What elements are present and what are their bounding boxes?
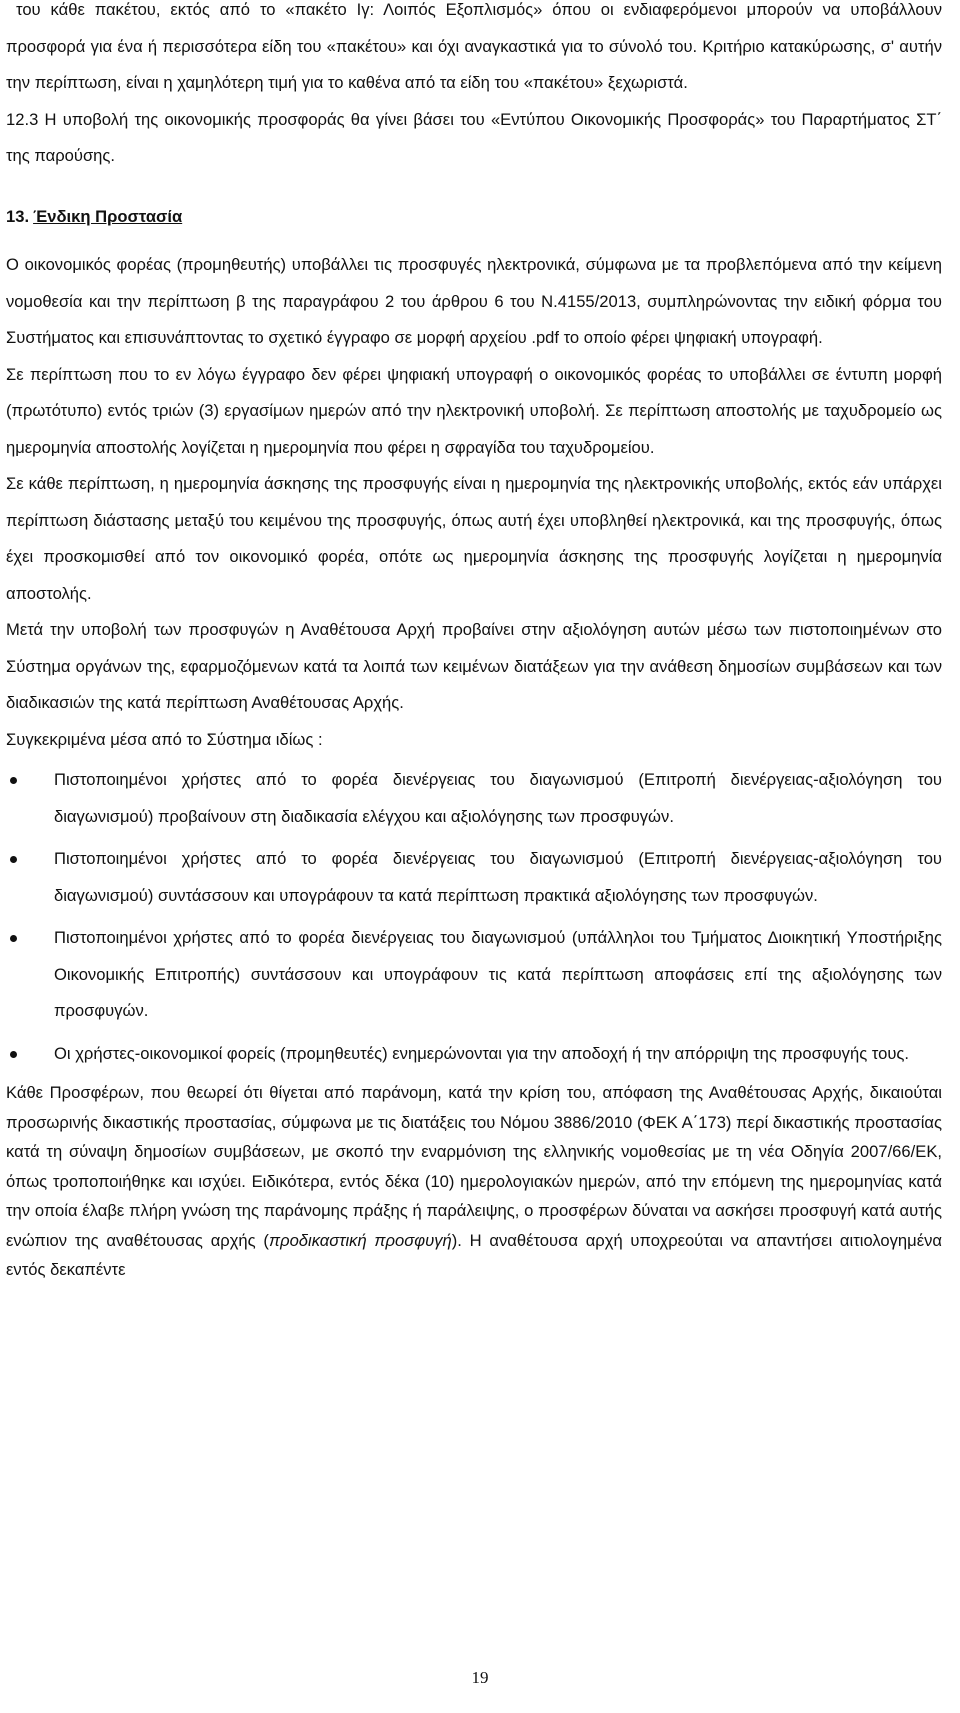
final-text-end: ). Η αναθέτουσα αρχή υποχρεούται να απαντήσει αιτιολογημένα εντός δεκαπέντε — [6, 1230, 943, 1279]
bullet-icon — [10, 856, 17, 863]
list-item — [6, 841, 942, 914]
list-item — [6, 762, 942, 835]
final-text-italic: προδικαστική προσφυγή — [268, 1230, 452, 1250]
section-13-heading — [6, 199, 942, 236]
bullet-list — [6, 762, 942, 1072]
paragraph: Σε κάθε περίπτωση, η ημερομηνία άσκησης της προσφυγής είναι η ημερομηνία της ηλεκτρονικής υποβολής, εκτός εάν υπάρχει περίπτωση διάστασης μεταξύ του κειμένου της προσφυγής, όπως αυτή έχει υποβληθεί ηλεκτρονικά, και της προσφυγής, όπως έχει προσκομισθεί από τον οικονομικό φορέα, οπότε ως ημερομηνία άσκησης της προσφυγής λογίζεται η ημερομηνία αποστολής. — [6, 474, 942, 603]
final-paragraph — [6, 1078, 942, 1285]
paragraph-12-3: 12.3 Η υποβολή της οικονομικής προσφοράς θα γίνει βάσει του «Εντύπου Οικονομικής Προσφοράς» του Παραρτήματος ΣΤ΄ της παρούσης. — [6, 109, 942, 165]
paragraph: Σε περίπτωση που το εν λόγω έγγραφο δεν φέρει ψηφιακή υπογραφή ο οικονομικός φορέας το υποβάλλει σε έντυπη μορφή (πρωτότυπο) εντός τριών (3) εργασίμων ημερών από την ηλεκτρονική υποβολή. Σε περίπτωση αποστολής με ταχυδρομείο ως ημερομηνία αποστολής λογίζεται η ημερομηνία που φέρει η σφραγίδα του ταχυδρομείου. — [6, 364, 942, 457]
final-text-start: Κάθε Προσφέρων, που θεωρεί ότι θίγεται από παράνομη, κατά την κρίση του, απόφαση της Αναθέτουσας Αρχής, δικαιούται προσωρινής δικαστικής προστασίας, σύμφωνα με τις διατάξεις του Νόμου 3886/2010 (ΦΕΚ Α΄173) περί δικαστικής προστασίας κατά τη σύναψη δημοσίων συμβάσεων, με σκοπό την εναρμόνιση της ελληνικής νομοθεσίας με τη νέα Οδηγία 2007/66/ΕΚ, όπως τροποποιήθηκε και ισχύει. Ειδικότερα, εντός δέκα (10) ημερολογιακών ημερών, από την επόμενη της ημερομηνίας κατά την οποία έλαβε πλήρη γνώση της παράνομης πράξης ή παράλειψης, ο προσφέρων δύναται να ασκήσει προσφυγή κατά αυτής ενώπιον της αναθέτουσας αρχής ( — [6, 1083, 942, 1250]
list-item-text: Πιστοποιημένοι χρήστες από το φορέα διενέργειας του διαγωνισμού (Επιτροπή διενέργειας-αξιολόγηση του διαγωνισμού) συντάσσουν και υπογράφουν τα κατά περίπτωση πρακτικά αξιολόγησης των προσφυγών. — [54, 849, 942, 905]
list-item-text: Πιστοποιημένοι χρήστες από το φορέα διενέργειας του διαγωνισμού (υπάλληλοι του Τμήματος Διοικητική Υποστήριξης Οικονομικής Επιτροπής) συντάσσουν και υπογράφουν τις κατά περίπτωση αποφάσεις επί της αξιολόγησης των προσφυγών. — [54, 928, 942, 1020]
list-item-text: Πιστοποιημένοι χρήστες από το φορέα διενέργειας του διαγωνισμού (Επιτροπή διενέργειας-αξιολόγηση του διαγωνισμού) προβαίνουν στη διαδικασία ελέγχου και αξιολόγησης των προσφυγών. — [54, 770, 942, 826]
bullet-icon — [10, 935, 17, 942]
section-number: 13. — [6, 206, 30, 226]
paragraph: Ο οικονομικός φορέας (προμηθευτής) υποβάλλει τις προσφυγές ηλεκτρονικά, σύμφωνα με τα προβλεπόμενα από την κείμενη νομοθεσία και την περίπτωση β της παραγράφου 2 του άρθρου 6 του Ν.4155/2013, συμπληρώνοντας την ειδική φόρμα του Συστήματος και επισυνάπτοντας το σχετικό έγγραφο σε μορφή αρχείου .pdf το οποίο φέρει ψηφιακή υπογραφή. — [6, 255, 942, 347]
list-item-text: Οι χρήστες-οικονομικοί φορείς (προμηθευτές) ενημερώνονται για την αποδοχή ή την απόρριψη της προσφυγής τους. — [54, 1043, 910, 1063]
bullet-icon — [10, 1051, 17, 1058]
section-title: Ένδικη Προστασία — [33, 206, 183, 226]
page-number: 19 — [471, 1668, 489, 1687]
paragraph: Συγκεκριμένα μέσα από το Σύστημα ιδίως : — [6, 729, 323, 749]
list-item — [6, 1036, 942, 1073]
list-item — [6, 920, 942, 1030]
paragraph: Μετά την υποβολή των προσφυγών η Αναθέτουσα Αρχή προβαίνει στην αξιολόγηση αυτών μέσω των πιστοποιημένων στο Σύστημα οργάνων της, εφαρμοζόμενων κατά τα λοιπά των κειμένων διατάξεων για την ανάθεση δημοσίων συμβάσεων και των διαδικασιών της κατά περίπτωση Αναθέτουσας Αρχής. — [6, 620, 942, 712]
bullet-icon — [10, 777, 17, 784]
top-paragraph: του κάθε πακέτου, εκτός από το «πακέτο Ιγ: Λοιπός Εξοπλισμός» όπου οι ενδιαφερόμενοι μπορούν να υποβάλλουν προσφορά για ένα ή περισσότερα είδη του «πακέτου» και όχι αναγκαστικά για το σύνολό του. Κριτήριο κατακύρωσης, σ' αυτήν την περίπτωση, είναι η χαμηλότερη τιμή για το καθένα από τα είδη του «πακέτου» ξεχωριστά. — [6, 0, 942, 92]
